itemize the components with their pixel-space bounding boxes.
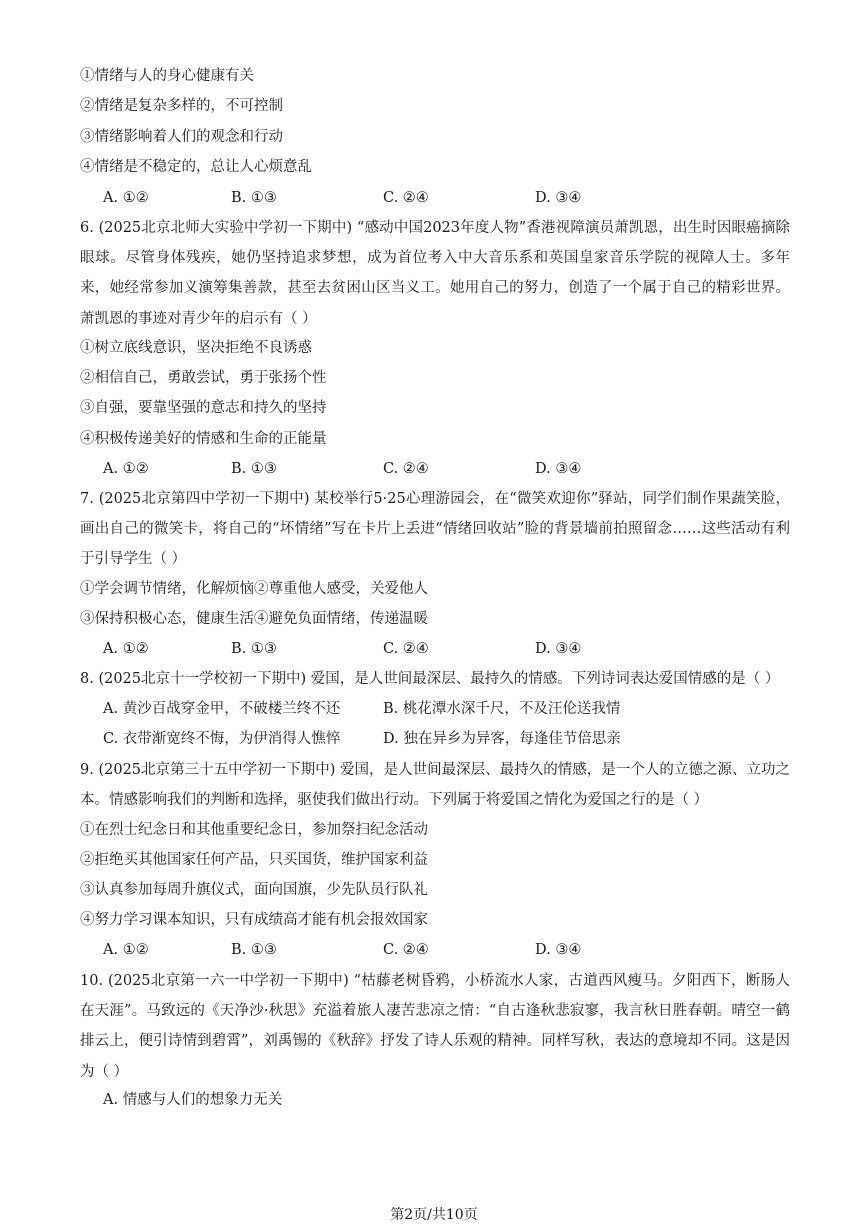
q6-option-a[interactable]: A. ①② bbox=[103, 461, 149, 477]
q9-option-a[interactable]: A. ①② bbox=[103, 942, 149, 958]
q9-item-3: ③认真参加每周升旗仪式，面向国旗，少先队员行队礼 bbox=[80, 882, 428, 898]
q9-item-2: ②拒绝买其他国家任何产品，只买国货，维护国家利益 bbox=[80, 852, 428, 868]
q8-option-a[interactable]: A. 黄沙百战穿金甲，不破楼兰终不还 bbox=[103, 701, 341, 717]
q6-item-4: ④积极传递美好的情感和生命的正能量 bbox=[80, 431, 327, 447]
q5-option-d[interactable]: D. ③④ bbox=[535, 190, 582, 206]
q5-option-c[interactable]: C. ②④ bbox=[383, 190, 429, 206]
q6-option-c[interactable]: C. ②④ bbox=[383, 461, 429, 477]
q6-option-b[interactable]: B. ①③ bbox=[231, 461, 277, 477]
q6-stem: 6. (2025北京北师大实验中学初一下期中) “感动中国2023年度人物”香港视障演员萧凯恩，出生时因眼癌摘除眼球。尽管身体残疾，她仍坚持追求梦想，成为首位考入中大音乐系和英国皇家音乐学院的视障人士。多年来，她经常参加义演筹集善款，甚至去贫困山区当义工。她用自己的努力，创造了一个属于自己的精彩世界。萧凯恩的事迹对青少年的启示有（ ） bbox=[80, 220, 790, 327]
q9-option-b[interactable]: B. ①③ bbox=[231, 942, 277, 958]
q5-item-1: ①情绪与人的身心健康有关 bbox=[80, 68, 254, 84]
q7-stem: 7. (2025北京第四中学初一下期中) 某校举行5·25心理游园会，在“微笑欢迎你”驿站，同学们制作果蔬笑脸，画出自己的微笑卡，将自己的“坏情绪”写在卡片上丢进“情绪回收站”脸的背景墙前拍照留念……这些活动有利于引导学生（ ） bbox=[80, 491, 790, 568]
q10-option-a[interactable]: A. 情感与人们的想象力无关 bbox=[103, 1092, 283, 1108]
q7-option-d[interactable]: D. ③④ bbox=[535, 641, 582, 657]
q9-option-d[interactable]: D. ③④ bbox=[535, 942, 582, 958]
q7-option-b[interactable]: B. ①③ bbox=[231, 641, 277, 657]
q8-option-b[interactable]: B. 桃花潭水深千尺，不及汪伦送我情 bbox=[383, 701, 621, 717]
q9-item-4: ④努力学习课本知识，只有成绩高才能有机会报效国家 bbox=[80, 912, 428, 928]
q5-item-3: ③情绪影响着人们的观念和行动 bbox=[80, 129, 283, 145]
q6-item-3: ③自强，要靠坚强的意志和持久的坚持 bbox=[80, 400, 327, 416]
q6-item-2: ②相信自己，勇敢尝试，勇于张扬个性 bbox=[80, 370, 327, 386]
q7-item-2: ③保持积极心态，健康生活④避免负面情绪，传递温暖 bbox=[80, 611, 428, 627]
q10-stem: 10. (2025北京第一六一中学初一下期中) “枯藤老树昏鸦，小桥流水人家，古道西风瘦马。夕阳西下，断肠人在天涯”。马致远的《天净沙·秋思》充溢着旅人凄苦悲凉之情：“自古逢秋悲寂寥，我言秋日胜春朝。晴空一鹤排云上，便引诗情到碧霄”，刘禹锡的《秋辞》抒发了诗人乐观的精神。同样写秋，表达的意境却不同。这是因为（ ） bbox=[80, 973, 790, 1080]
page-number: 第2页/共10页 bbox=[390, 1207, 478, 1223]
q6-item-1: ①树立底线意识，坚决拒绝不良诱惑 bbox=[80, 340, 312, 356]
q7-option-c[interactable]: C. ②④ bbox=[383, 641, 429, 657]
q8-stem: 8. (2025北京十一学校初一下期中) 爱国，是人世间最深层、最持久的情感。下列诗词表达爱国情感的是（ ） bbox=[80, 671, 780, 687]
q8-option-d[interactable]: D. 独在异乡为异客，每逢佳节倍思亲 bbox=[383, 731, 621, 747]
q9-stem: 9. (2025北京第三十五中学初一下期中) 爱国，是人世间最深层、最持久的情感，是一个人的立德之源、立功之本。情感影响我们的判断和选择，驱使我们做出行动。下列属于将爱国之情化为爱国之行的是（ ） bbox=[80, 762, 790, 809]
q8-option-c[interactable]: C. 衣带渐宽终不悔，为伊消得人憔悴 bbox=[103, 731, 341, 747]
q5-option-a[interactable]: A. ①② bbox=[103, 190, 149, 206]
q5-option-b[interactable]: B. ①③ bbox=[231, 190, 277, 206]
q5-item-4: ④情绪是不稳定的，总让人心烦意乱 bbox=[80, 159, 312, 175]
q7-item-1: ①学会调节情绪，化解烦恼②尊重他人感受，关爱他人 bbox=[80, 581, 428, 597]
q9-item-1: ①在烈士纪念日和其他重要纪念日，参加祭扫纪念活动 bbox=[80, 822, 428, 838]
q9-option-c[interactable]: C. ②④ bbox=[383, 942, 429, 958]
q5-item-2: ②情绪是复杂多样的，不可控制 bbox=[80, 98, 283, 114]
q6-option-d[interactable]: D. ③④ bbox=[535, 461, 582, 477]
q7-option-a[interactable]: A. ①② bbox=[103, 641, 149, 657]
